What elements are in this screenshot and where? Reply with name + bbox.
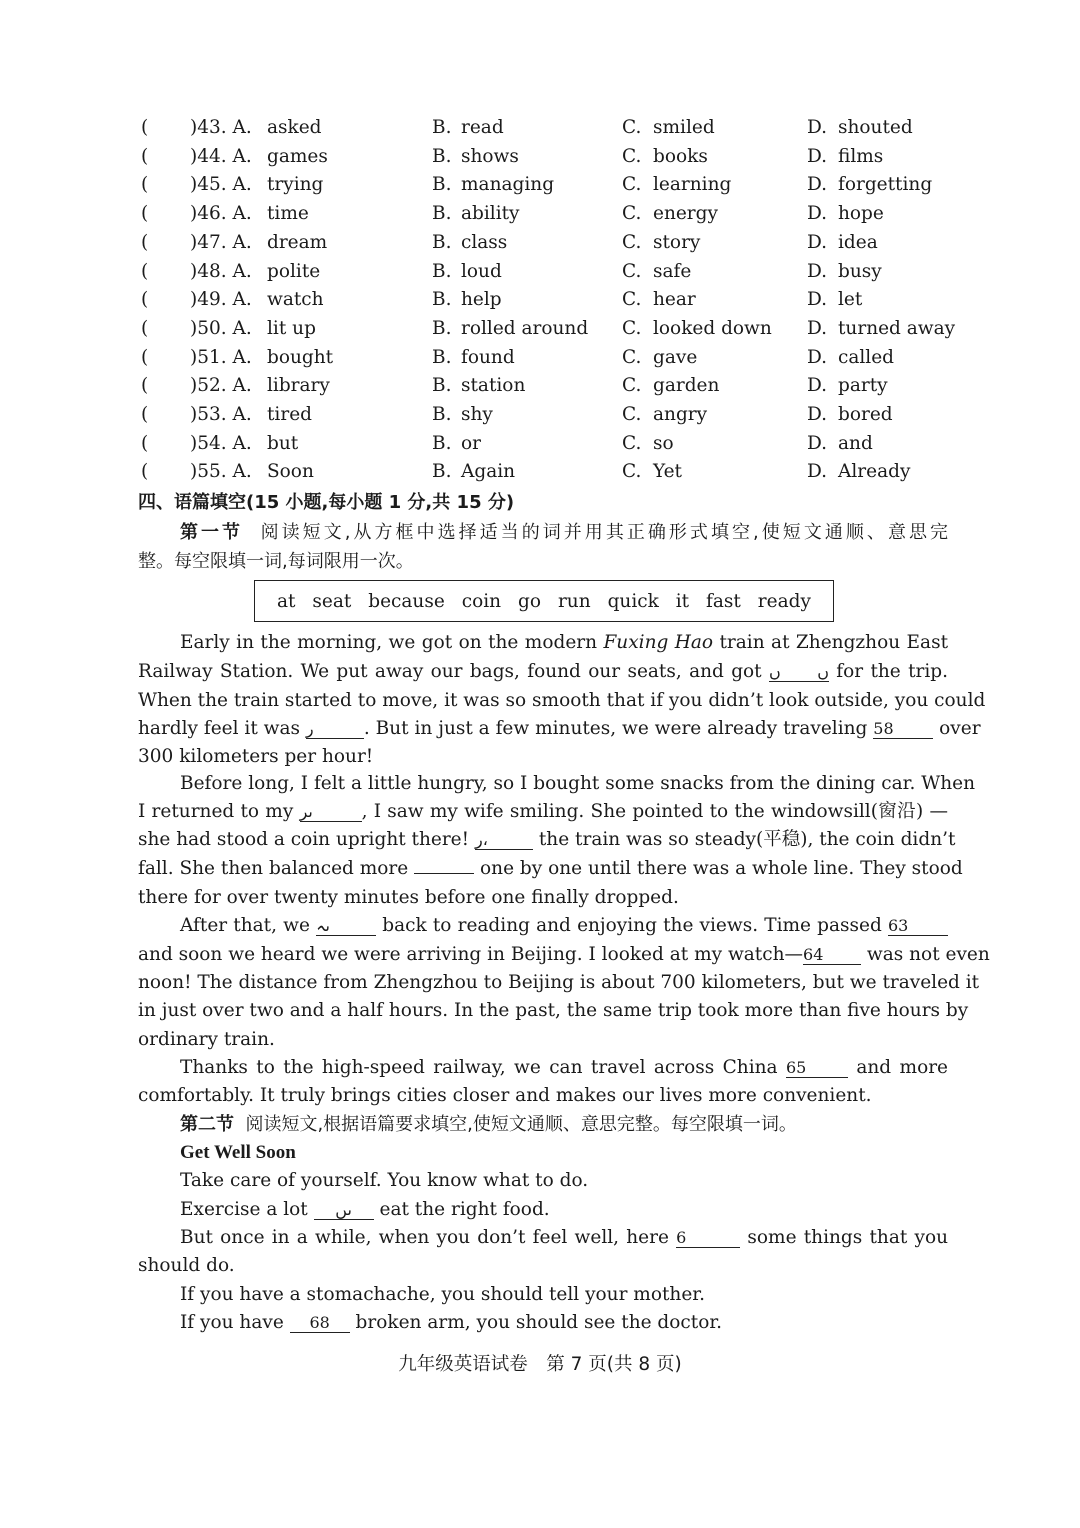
option-d-letter: D. bbox=[807, 317, 828, 339]
option-a[interactable]: trying bbox=[267, 174, 324, 196]
option-d-letter: D. bbox=[807, 117, 828, 138]
option-c-letter: C. bbox=[622, 174, 642, 196]
option-b-letter: B. bbox=[432, 231, 452, 253]
passage-line: After that, we ںہ back to reading and enjoying the views. Time passed 63 bbox=[180, 913, 948, 939]
question-row bbox=[0, 261, 1080, 289]
option-b-letter: B. bbox=[432, 432, 452, 454]
answer-paren[interactable]: ( bbox=[141, 174, 149, 196]
question-row bbox=[0, 461, 1080, 489]
option-a[interactable]: watch bbox=[267, 289, 324, 311]
option-d[interactable]: party bbox=[838, 375, 888, 397]
option-d[interactable]: films bbox=[838, 145, 884, 167]
option-a[interactable]: dream bbox=[267, 231, 328, 253]
option-c[interactable]: gave bbox=[653, 346, 698, 368]
train-name: Fuxing Hao bbox=[603, 632, 714, 653]
option-b[interactable]: help bbox=[461, 289, 502, 311]
option-b[interactable]: rolled around bbox=[461, 317, 589, 339]
question-row bbox=[0, 232, 1080, 260]
option-d-letter: D. bbox=[807, 260, 828, 282]
section-heading: 四、语篇填空(15 小题,每小题 1 分,共 15 分) bbox=[138, 492, 515, 513]
question-number: )48. A. bbox=[190, 260, 252, 282]
question-number: )51. A. bbox=[190, 346, 252, 368]
option-d-letter: D. bbox=[807, 231, 828, 253]
word-box-item: because bbox=[368, 590, 445, 612]
question-row bbox=[0, 203, 1080, 231]
option-c-letter: C. bbox=[622, 432, 642, 454]
question-number: )46. A. bbox=[190, 203, 252, 225]
option-a[interactable]: polite bbox=[267, 260, 321, 282]
option-d[interactable]: Already bbox=[838, 461, 911, 483]
answer-paren[interactable]: ( bbox=[141, 117, 149, 138]
option-b[interactable]: managing bbox=[461, 174, 555, 196]
question-row bbox=[0, 404, 1080, 432]
part2-label: 第二节 bbox=[180, 1114, 234, 1135]
passage-line: Before long, I felt a little hungry, so I bought some snacks from the dining car. When bbox=[180, 773, 976, 794]
answer-blank[interactable]: ںں bbox=[314, 1201, 374, 1220]
answer-blank[interactable]: 65 bbox=[786, 1059, 848, 1078]
option-b-letter: B. bbox=[432, 461, 452, 483]
option-c[interactable]: looked down bbox=[653, 317, 772, 339]
option-c[interactable]: safe bbox=[653, 260, 692, 282]
option-d[interactable]: bored bbox=[838, 404, 893, 425]
word-box-item: coin bbox=[461, 590, 502, 612]
option-d[interactable]: called bbox=[838, 346, 895, 368]
answer-blank[interactable]: 58 bbox=[873, 720, 933, 739]
option-c-letter: C. bbox=[622, 461, 642, 483]
passage-line: Take care of yourself. You know what to do. bbox=[180, 1170, 589, 1191]
option-c[interactable]: energy bbox=[653, 203, 718, 225]
answer-blank[interactable]: ںر bbox=[300, 803, 362, 822]
page-footer: 九年级英语试卷 第 7 页(共 8 页) bbox=[398, 1354, 682, 1375]
word-box-item: run bbox=[557, 590, 591, 612]
answer-blank[interactable]: ںہ bbox=[316, 917, 376, 936]
question-number: )52. A. bbox=[190, 375, 252, 397]
option-b-letter: B. bbox=[432, 404, 452, 425]
passage-line: she had stood a coin upright there! ر، the train was so steady(平稳), the coin didn’t bbox=[138, 829, 956, 850]
question-row bbox=[0, 146, 1080, 174]
option-a[interactable]: lit up bbox=[267, 317, 316, 339]
answer-paren[interactable]: ( bbox=[141, 289, 149, 311]
passage-title: Get Well Soon bbox=[180, 1142, 296, 1163]
answer-blank[interactable]: 64 bbox=[803, 946, 861, 965]
option-b-letter: B. bbox=[432, 117, 452, 138]
answer-paren[interactable]: ( bbox=[141, 461, 149, 483]
option-c[interactable]: garden bbox=[653, 375, 720, 397]
option-c[interactable]: story bbox=[653, 231, 701, 253]
question-number: )44. A. bbox=[190, 145, 252, 167]
option-b-letter: B. bbox=[432, 260, 452, 282]
option-a[interactable]: tired bbox=[267, 404, 312, 425]
option-d-letter: D. bbox=[807, 346, 828, 368]
passage-line: fall. She then balanced more one by one until there was a whole line. They stood bbox=[138, 858, 963, 879]
option-c-letter: C. bbox=[622, 289, 642, 311]
option-c-letter: C. bbox=[622, 260, 642, 282]
word-box-item: at bbox=[277, 590, 296, 612]
answer-paren[interactable]: ( bbox=[141, 375, 149, 397]
passage-line: there for over twenty minutes before one finally dropped. bbox=[138, 887, 679, 908]
option-c[interactable]: learning bbox=[653, 174, 732, 196]
passage-line: 300 kilometers per hour! bbox=[138, 746, 374, 767]
option-d-letter: D. bbox=[807, 203, 828, 225]
answer-paren[interactable]: ( bbox=[141, 231, 149, 253]
answer-blank[interactable]: 68 bbox=[290, 1314, 350, 1333]
passage-line: and soon we heard we were arriving in Beijing. I looked at my watch—64 was not even bbox=[138, 944, 990, 965]
option-d[interactable]: let bbox=[838, 289, 863, 311]
answer-paren[interactable]: ( bbox=[141, 203, 149, 225]
question-row bbox=[0, 433, 1080, 461]
answer-blank[interactable]: ں ں bbox=[768, 662, 829, 681]
question-row bbox=[0, 174, 1080, 202]
option-a[interactable]: games bbox=[267, 145, 328, 167]
part1-instruction-line2: 整。每空限填一词,每词限用一次。 bbox=[138, 551, 414, 572]
option-b[interactable]: found bbox=[461, 346, 515, 368]
option-c[interactable]: angry bbox=[653, 404, 708, 425]
option-b-letter: B. bbox=[432, 203, 452, 225]
answer-blank[interactable]: ر، bbox=[475, 831, 533, 850]
option-d[interactable]: idea bbox=[838, 231, 878, 253]
answer-blank[interactable]: ر bbox=[306, 720, 364, 739]
question-number: )49. A. bbox=[190, 289, 252, 311]
answer-blank[interactable]: 63 bbox=[888, 917, 948, 936]
option-c-letter: C. bbox=[622, 117, 642, 138]
question-number: )53. A. bbox=[190, 404, 252, 425]
option-c[interactable]: hear bbox=[653, 289, 696, 311]
word-box-item: ready bbox=[757, 590, 811, 612]
option-c-letter: C. bbox=[622, 375, 642, 397]
question-row bbox=[0, 375, 1080, 403]
passage-line: should do. bbox=[138, 1255, 235, 1276]
option-c[interactable]: books bbox=[653, 145, 708, 167]
question-number: )43. A. bbox=[190, 117, 252, 138]
option-d-letter: D. bbox=[807, 145, 828, 167]
answer-paren[interactable]: ( bbox=[141, 260, 149, 282]
option-b[interactable]: Again bbox=[461, 461, 516, 483]
option-d[interactable]: turned away bbox=[838, 317, 956, 339]
option-a[interactable]: library bbox=[267, 375, 330, 397]
option-c[interactable]: smiled bbox=[653, 117, 715, 138]
passage-line: in just over two and a half hours. In the past, the same trip took more than five hours by bbox=[138, 1000, 969, 1021]
option-b-letter: B. bbox=[432, 375, 452, 397]
question-number: )55. A. bbox=[190, 461, 252, 483]
option-d-letter: D. bbox=[807, 289, 828, 311]
option-d-letter: D. bbox=[807, 404, 828, 425]
option-b-letter: B. bbox=[432, 317, 452, 339]
passage-line: I returned to my ںر , I saw my wife smiling. She pointed to the windowsill(窗沿) — bbox=[138, 801, 948, 822]
option-b[interactable]: or bbox=[461, 432, 481, 454]
word-box-item: fast bbox=[706, 590, 741, 612]
option-a[interactable]: but bbox=[267, 432, 299, 454]
answer-paren[interactable]: ( bbox=[141, 317, 149, 339]
question-number: )45. A. bbox=[190, 174, 252, 196]
word-box bbox=[254, 580, 834, 622]
passage-line: If you have a stomachache, you should tell your mother. bbox=[180, 1284, 705, 1305]
word-box-item: quick bbox=[607, 590, 659, 612]
answer-paren[interactable]: ( bbox=[141, 432, 149, 454]
answer-paren[interactable]: ( bbox=[141, 145, 149, 167]
option-a[interactable]: Soon bbox=[267, 461, 314, 483]
option-d[interactable]: forgetting bbox=[838, 174, 933, 196]
option-b[interactable]: class bbox=[461, 231, 508, 253]
option-b[interactable]: loud bbox=[461, 260, 502, 282]
option-d[interactable]: busy bbox=[838, 260, 882, 282]
word-box-item: go bbox=[518, 590, 541, 612]
word-box-item: seat bbox=[312, 590, 352, 612]
option-b[interactable]: shows bbox=[461, 145, 519, 167]
question-row bbox=[0, 289, 1080, 317]
passage-line: If you have 68 broken arm, you should see the doctor. bbox=[180, 1312, 723, 1333]
question-row bbox=[0, 117, 1080, 145]
option-b[interactable]: shy bbox=[461, 404, 493, 425]
answer-blank[interactable] bbox=[414, 873, 474, 874]
question-number: )50. A. bbox=[190, 317, 252, 339]
passage-line: When the train started to move, it was so smooth that if you didn’t look outside, you could bbox=[138, 690, 986, 711]
passage-line: comfortably. It truly brings cities closer and makes our lives more convenient. bbox=[138, 1085, 872, 1106]
option-b[interactable]: station bbox=[461, 375, 526, 397]
option-c-letter: C. bbox=[622, 346, 642, 368]
part2-instruction: 第二节 阅读短文,根据语篇要求填空,使短文通顺、意思完整。每空限填一词。 bbox=[180, 1114, 797, 1135]
option-d[interactable]: hope bbox=[838, 203, 884, 225]
option-b-letter: B. bbox=[432, 174, 452, 196]
passage-line: hardly feel it was ر . But in just a few minutes, we were already traveling 58 over bbox=[138, 718, 981, 739]
passage-line: Early in the morning, we got on the modern Fuxing Hao train at Zhengzhou East bbox=[180, 632, 949, 653]
option-c-letter: C. bbox=[622, 317, 642, 339]
option-a[interactable]: time bbox=[267, 203, 309, 225]
option-d-letter: D. bbox=[807, 375, 828, 397]
passage-line: noon! The distance from Zhengzhou to Beijing is about 700 kilometers, but we traveled it bbox=[138, 972, 980, 993]
option-c-letter: C. bbox=[622, 203, 642, 225]
part1-label: 第一节 bbox=[180, 522, 244, 543]
option-a[interactable]: asked bbox=[267, 117, 322, 138]
option-d-letter: D. bbox=[807, 174, 828, 196]
option-c-letter: C. bbox=[622, 231, 642, 253]
part1-instruction-line1 bbox=[180, 520, 948, 546]
passage-line: Railway Station. We put away our bags, found our seats, and got ں ں for the trip. bbox=[138, 661, 949, 682]
word-box-item: it bbox=[675, 590, 690, 612]
option-d[interactable]: shouted bbox=[838, 117, 913, 138]
option-b-letter: B. bbox=[432, 145, 452, 167]
option-c[interactable]: so bbox=[653, 432, 674, 454]
option-d-letter: D. bbox=[807, 461, 828, 483]
option-b-letter: B. bbox=[432, 289, 452, 311]
option-a[interactable]: bought bbox=[267, 346, 334, 368]
passage-line: ordinary train. bbox=[138, 1029, 275, 1050]
question-number: )47. A. bbox=[190, 231, 252, 253]
option-c-letter: C. bbox=[622, 404, 642, 425]
option-c-letter: C. bbox=[622, 145, 642, 167]
option-d-letter: D. bbox=[807, 432, 828, 454]
answer-blank[interactable]: 6 bbox=[676, 1229, 740, 1248]
option-d[interactable]: and bbox=[838, 432, 873, 454]
option-b-letter: B. bbox=[432, 346, 452, 368]
part1-instruction: 阅读短文,从方框中选择适当的词并用其正确形式填空,使短文通顺、意思完 bbox=[260, 522, 948, 543]
option-b[interactable]: ability bbox=[461, 203, 520, 225]
passage-line: But once in a while, when you don’t feel well, here 6 some things that you bbox=[180, 1227, 949, 1248]
option-b[interactable]: read bbox=[461, 117, 504, 138]
answer-paren[interactable]: ( bbox=[141, 404, 149, 425]
option-c[interactable]: Yet bbox=[653, 461, 682, 483]
question-number: )54. A. bbox=[190, 432, 252, 454]
question-row bbox=[0, 318, 1080, 346]
passage-line: Thanks to the high-speed railway, we can travel across China 65 and more bbox=[180, 1057, 948, 1078]
answer-paren[interactable]: ( bbox=[141, 346, 149, 368]
passage-line: Exercise a lot ںں eat the right food. bbox=[180, 1199, 550, 1220]
question-row bbox=[0, 347, 1080, 375]
